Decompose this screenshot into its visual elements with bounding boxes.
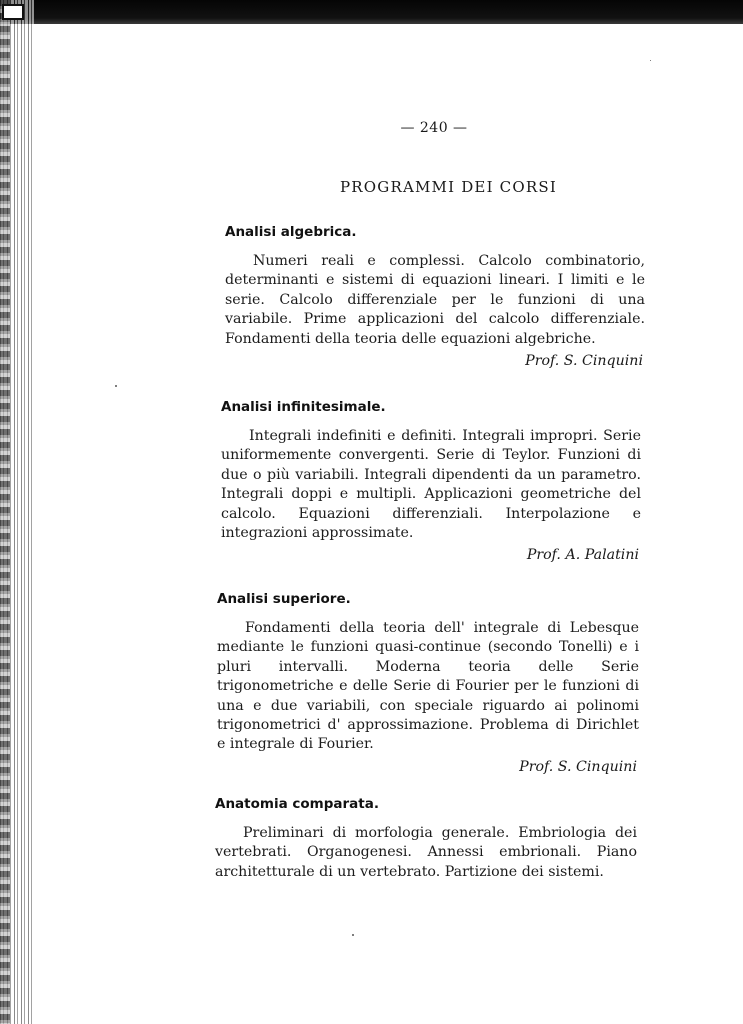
section-description: Fondamenti della teoria dell' integrale di Lebesque mediante le funzioni quasi-continue (secondo Tonelli) e i pluri intervalli. Moderna teoria delle Serie trigonometriche e delle Serie di Fourier per le funzioni di una e due variabili, con speciale riguardo ai polinomi trigonometrici d' approssimazione. Problema di Dirichlet e integrale di Fourier.	[217, 620, 639, 753]
section-description: Preliminari di morfologia generale. Embriologia dei vertebrati. Organogenesi. Annessi embrionali. Piano architetturale di un vertebrato. Partizione dei sistemi.	[215, 825, 637, 880]
scan-top-border	[0, 0, 743, 24]
page-title: PROGRAMMI DEI CORSI	[340, 178, 557, 196]
section-description: Numeri reali e complessi. Calcolo combinatorio, determinanti e sistemi di equazioni lineari. I limiti e le serie. Calcolo differenziale per le funzioni di una variabile. Prime applicazioni del calcolo differenziale. Fondamenti della teoria delle equazioni algebriche.	[225, 253, 645, 347]
section-professor: Prof. S. Cinquini	[519, 758, 637, 775]
scan-speck	[650, 60, 651, 61]
scan-speck	[352, 934, 354, 936]
section-heading: Analisi superiore.	[217, 591, 351, 607]
course-section-anatomia-comparata	[215, 796, 637, 882]
section-professor: Prof. S. Cinquini	[525, 353, 643, 370]
section-heading: Anatomia comparata.	[215, 796, 379, 812]
course-section-analisi-algebrica	[225, 224, 645, 369]
section-professor: Prof. A. Palatini	[526, 547, 639, 564]
course-section-analisi-infinitesimale	[221, 399, 641, 563]
section-description: Integrali indefiniti e definiti. Integrali impropri. Serie uniformemente convergenti. Serie di Teylor. Funzioni di due o più variabili. Integrali dipendenti da un parametro. Integrali doppi e multipli. Applicazioni geometriche del calcolo. Equazioni differenziali. Interpolazione e integrazioni approssimate.	[221, 428, 641, 542]
scan-corner-mark	[2, 4, 24, 20]
section-heading: Analisi infinitesimale.	[221, 399, 386, 415]
section-heading: Analisi algebrica.	[225, 224, 357, 240]
scan-speck	[115, 385, 117, 387]
page-number: — 240 —	[400, 120, 468, 136]
scan-binding-edge	[0, 0, 10, 1024]
course-section-analisi-superiore	[217, 591, 639, 775]
